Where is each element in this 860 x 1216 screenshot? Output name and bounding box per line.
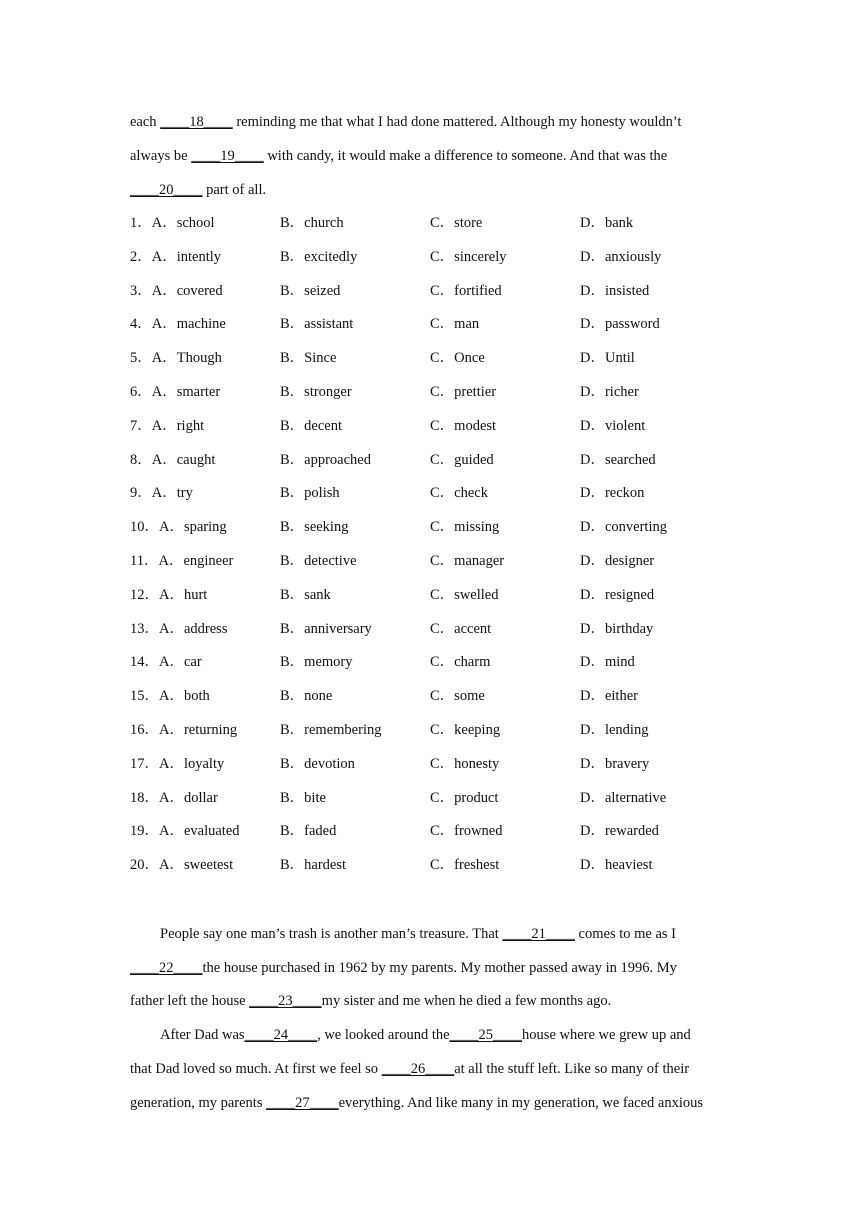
question-number: 17． xyxy=(130,755,159,772)
option-a-cell xyxy=(130,213,215,233)
option-c: C．check xyxy=(430,485,488,502)
option-a-text: A．hurt xyxy=(159,586,208,603)
option-a-cell xyxy=(130,754,224,774)
option-b: B．church xyxy=(280,215,344,231)
blank-18: ____18____ xyxy=(160,114,233,130)
option-c: C．swelled xyxy=(430,586,499,603)
option-a-text: A．intently xyxy=(151,248,222,265)
option-c: C．charm xyxy=(430,654,491,671)
option-d: D．Until xyxy=(580,350,635,367)
option-a-cell xyxy=(130,619,227,639)
option-a-cell xyxy=(130,585,207,605)
passage2-line-1 xyxy=(160,924,676,944)
option-c: C．some xyxy=(430,688,485,705)
question-row xyxy=(130,517,750,537)
option-c: C．accent xyxy=(430,620,492,637)
option-a-text: A．sparing xyxy=(159,519,227,536)
text: with candy, it would make a difference to someone. And that was the xyxy=(263,148,668,164)
option-d: D．bravery xyxy=(580,755,650,772)
question-number: 15． xyxy=(130,688,159,705)
question-row xyxy=(130,855,750,875)
option-d: D．lending xyxy=(580,722,649,738)
passage2-line-3 xyxy=(130,991,611,1011)
option-a-text: A．Though xyxy=(151,350,222,367)
option-c: C．modest xyxy=(430,417,497,434)
option-d: D．birthday xyxy=(580,620,654,637)
option-a-text: A．engineer xyxy=(158,553,234,569)
option-b: B．remembering xyxy=(280,722,382,738)
option-b: B．anniversary xyxy=(280,620,372,637)
option-a-cell xyxy=(130,450,215,470)
option-b: B．hardest xyxy=(280,857,347,874)
option-a-text: A．try xyxy=(151,485,193,502)
question-row xyxy=(130,348,750,368)
option-b: B．sank xyxy=(280,586,331,603)
option-b: B．decent xyxy=(280,417,343,434)
option-a-text: A．right xyxy=(151,417,205,434)
option-d: D．mind xyxy=(580,654,635,671)
passage1-line-1 xyxy=(130,112,681,132)
blank-23: ____23____ xyxy=(249,993,322,1009)
option-c: C．prettier xyxy=(430,384,497,400)
text: the house purchased in 1962 by my parents. My mother passed away in 1996. My xyxy=(202,960,677,976)
option-d: D．searched xyxy=(580,451,656,468)
option-b: B．faded xyxy=(280,823,337,840)
option-b: B．none xyxy=(280,688,333,705)
question-number: 10． xyxy=(130,519,159,536)
passage2-line-2 xyxy=(130,958,677,978)
blank-22: ____22____ xyxy=(130,960,203,976)
option-c: C．keeping xyxy=(430,722,501,738)
question-row xyxy=(130,720,750,740)
option-b: B．Since xyxy=(280,350,337,367)
passage2-line-5 xyxy=(130,1059,689,1079)
option-a-cell xyxy=(130,281,223,301)
option-a-cell xyxy=(130,686,210,706)
question-row xyxy=(130,652,750,672)
text: my sister and me when he died a few months ago. xyxy=(321,993,612,1009)
option-d: D．anxiously xyxy=(580,248,662,265)
option-a-text: A．sweetest xyxy=(159,857,234,874)
text: People say one man’s trash is another man’s treasure. That xyxy=(160,926,503,942)
option-b: B．bite xyxy=(280,789,326,806)
question-row xyxy=(130,754,750,774)
option-c: C．manager xyxy=(430,553,505,569)
option-c: C．fortified xyxy=(430,282,502,299)
option-c: C．store xyxy=(430,215,483,231)
option-c: C．frowned xyxy=(430,823,503,840)
option-d: D．reckon xyxy=(580,485,645,502)
text: reminding me that what I had done mattered. Although my honesty wouldn’t xyxy=(232,114,682,130)
option-c: C．freshest xyxy=(430,857,500,874)
option-a-text: A．dollar xyxy=(159,789,218,806)
option-d: D．password xyxy=(580,316,660,333)
question-row xyxy=(130,619,750,639)
question-row xyxy=(130,281,750,301)
text: , we looked around the xyxy=(317,1027,450,1043)
option-c: C．product xyxy=(430,789,499,806)
question-row xyxy=(130,788,750,808)
question-number: 6． xyxy=(130,384,152,400)
option-a-text: A．caught xyxy=(151,451,216,468)
option-d: D．converting xyxy=(580,519,667,536)
option-a-cell xyxy=(130,788,218,808)
option-a-cell xyxy=(130,517,227,537)
option-b: B．assistant xyxy=(280,316,354,333)
text: that Dad loved so much. At first we feel so xyxy=(130,1061,382,1077)
option-c: C．missing xyxy=(430,519,500,536)
passage1-line-2 xyxy=(130,146,667,166)
question-number: 5． xyxy=(130,350,152,367)
option-a-text: A．machine xyxy=(151,316,226,333)
option-a-cell xyxy=(130,314,226,334)
option-a-text: A．address xyxy=(159,620,228,637)
option-a-text: A．both xyxy=(159,688,210,705)
blank-26: ____26____ xyxy=(381,1061,455,1077)
option-b: B．seized xyxy=(280,282,341,299)
option-c: C．guided xyxy=(430,451,494,468)
option-a-text: A．smarter xyxy=(151,384,221,400)
question-row xyxy=(130,450,750,470)
question-number: 1． xyxy=(130,215,152,231)
option-b: B．devotion xyxy=(280,755,355,772)
question-number: 7． xyxy=(130,417,152,434)
option-d: D．rewarded xyxy=(580,823,659,840)
question-number: 13． xyxy=(130,620,159,637)
option-c: C．Once xyxy=(430,350,485,367)
option-b: B．memory xyxy=(280,654,353,671)
option-d: D．heaviest xyxy=(580,857,653,874)
text: everything. And like many in my generation, we faced anxious xyxy=(338,1095,704,1111)
option-b: B．seeking xyxy=(280,519,349,536)
blank-25: ____25____ xyxy=(449,1027,523,1043)
question-row xyxy=(130,382,750,402)
option-c: C．honesty xyxy=(430,755,500,772)
question-row xyxy=(130,551,750,571)
option-a-cell xyxy=(130,382,220,402)
passage2-line-6 xyxy=(130,1093,703,1113)
blank-20: ____20____ xyxy=(130,182,203,198)
option-a-text: A．loyalty xyxy=(159,755,225,772)
passage1-line-3 xyxy=(130,180,266,200)
option-b: B．approached xyxy=(280,451,371,468)
text: at all the stuff left. Like so many of their xyxy=(454,1061,690,1077)
option-d: D．richer xyxy=(580,384,639,400)
option-a-cell xyxy=(130,652,202,672)
question-row xyxy=(130,247,750,267)
text: each xyxy=(130,114,161,130)
option-c: C．sincerely xyxy=(430,248,507,265)
question-row xyxy=(130,821,750,841)
option-b: B．polish xyxy=(280,485,340,502)
text: generation, my parents xyxy=(130,1095,267,1111)
question-number: 2． xyxy=(130,248,152,265)
option-b: B．detective xyxy=(280,553,357,569)
question-number: 9． xyxy=(130,485,152,502)
question-row xyxy=(130,686,750,706)
question-row xyxy=(130,483,750,503)
option-a-cell xyxy=(130,483,193,503)
option-a-cell xyxy=(130,821,240,841)
text: house where we grew up and xyxy=(522,1027,691,1043)
blank-27: ____27____ xyxy=(266,1095,339,1111)
passage2-line-4 xyxy=(160,1025,691,1045)
question-row xyxy=(130,585,750,605)
option-a-text: A．returning xyxy=(159,722,238,738)
text: part of all. xyxy=(202,182,267,198)
option-a-cell xyxy=(130,551,233,571)
option-b: B．stronger xyxy=(280,384,352,400)
option-c: C．man xyxy=(430,316,480,333)
question-number: 16． xyxy=(130,722,159,738)
option-a-cell xyxy=(130,720,237,740)
text: After Dad was xyxy=(160,1027,245,1043)
option-d: D．insisted xyxy=(580,282,650,299)
option-d: D．bank xyxy=(580,215,634,231)
question-number: 14． xyxy=(130,654,159,671)
question-number: 8． xyxy=(130,451,152,468)
option-a-text: A．covered xyxy=(151,282,223,299)
blank-24: ____24____ xyxy=(244,1027,318,1043)
question-number: 20． xyxy=(130,857,159,874)
option-d: D．alternative xyxy=(580,789,667,806)
option-d: D．resigned xyxy=(580,586,655,603)
blank-19: ____19____ xyxy=(191,148,264,164)
question-number: 18． xyxy=(130,789,159,806)
option-a-text: A．school xyxy=(151,215,215,231)
option-a-cell xyxy=(130,247,221,267)
question-row xyxy=(130,314,750,334)
blank-21: ____21____ xyxy=(502,926,575,942)
text: father left the house xyxy=(130,993,250,1009)
option-a-text: A．evaluated xyxy=(159,823,240,840)
option-b: B．excitedly xyxy=(280,248,358,265)
question-number: 19． xyxy=(130,823,159,840)
question-number: 11． xyxy=(130,553,159,569)
option-a-cell xyxy=(130,416,204,436)
option-d: D．violent xyxy=(580,417,646,434)
option-a-text: A．car xyxy=(159,654,202,671)
text: always be xyxy=(130,148,192,164)
question-number: 3． xyxy=(130,282,152,299)
option-d: D．either xyxy=(580,688,638,705)
question-number: 4． xyxy=(130,316,152,333)
option-a-cell xyxy=(130,348,222,368)
question-row xyxy=(130,213,750,233)
option-a-cell xyxy=(130,855,233,875)
option-d: D．designer xyxy=(580,553,655,569)
question-row xyxy=(130,416,750,436)
text: comes to me as I xyxy=(574,926,676,942)
question-number: 12． xyxy=(130,586,159,603)
